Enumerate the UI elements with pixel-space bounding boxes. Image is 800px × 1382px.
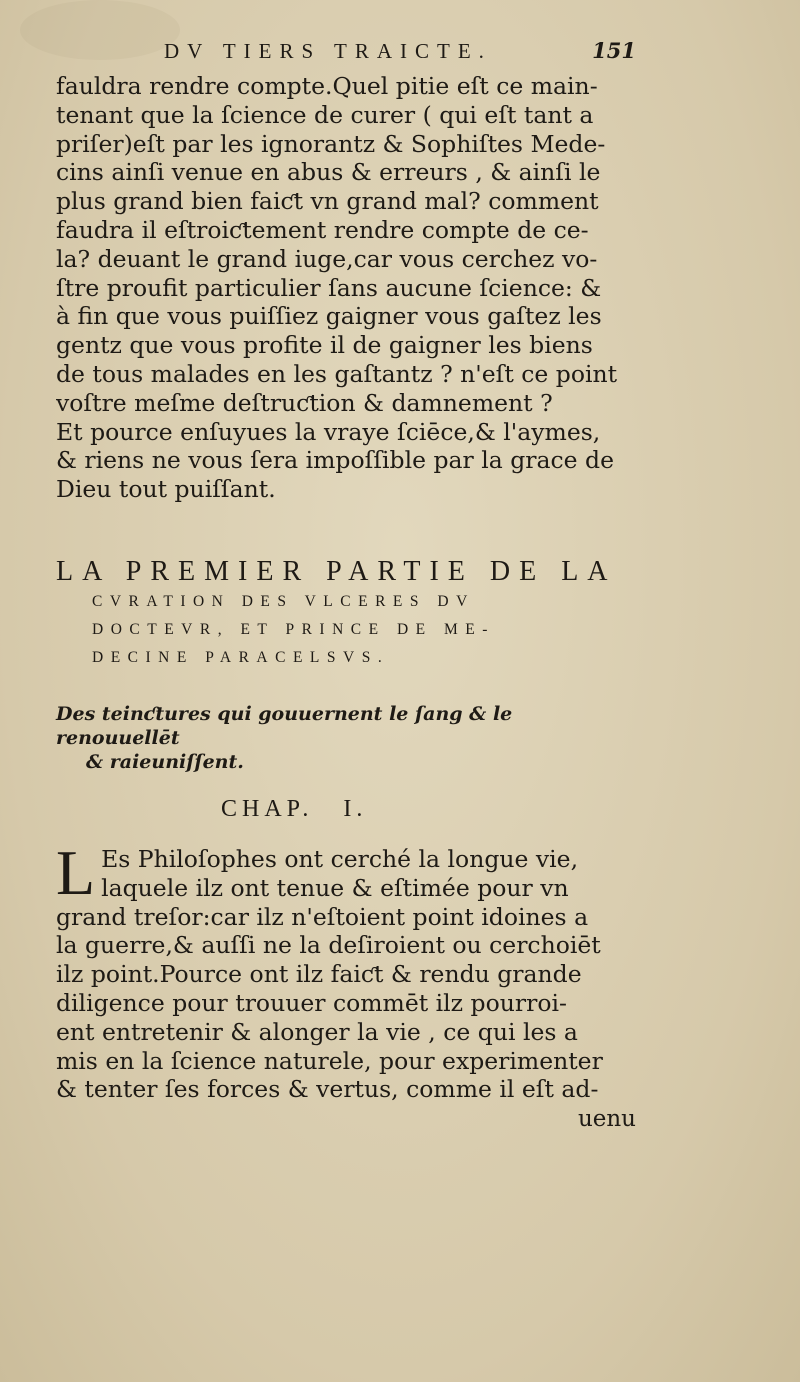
text-line: ilz point.Pource ont ilz faiƈt & rendu grande	[56, 960, 582, 989]
running-title: DV TIERS TRAICTE.	[164, 39, 492, 63]
section-gap	[56, 504, 636, 548]
text-line: tenant que la ſcience de curer ( qui eſt tant a	[56, 100, 594, 129]
drop-capital: L	[56, 836, 96, 908]
text-line: à fin que vous puiſſiez gaigner vous gaſtez les	[56, 302, 602, 331]
chapter-subtitle	[56, 702, 636, 774]
section-heading	[56, 556, 636, 672]
text-line: laquele ilz ont tenue & eſtimée pour vn	[101, 873, 569, 902]
text-line: priſer)eſt par les ignorantz & Sophiſtes Mede-	[56, 129, 606, 158]
heading-line: DOCTEVR, ET PRINCE DE ME-	[92, 620, 495, 638]
text-line: ſtre proufit particulier ſans aucune ſcience: &	[56, 273, 602, 302]
heading-line: CVRATION DES VLCERES DV	[92, 592, 475, 610]
text-line: de tous malades en les gaſtantz ? n'eſt ce point	[56, 359, 618, 388]
chapter-number: I.	[343, 795, 368, 822]
text-line: Dieu tout puiſſant.	[56, 475, 276, 504]
text-line: & riens ne vous ſera impoſſible par la grace de	[56, 446, 614, 475]
book-page	[56, 38, 636, 1132]
text-line: cins ainſi venue en abus & erreurs , & ainſi le	[56, 158, 601, 187]
text-line: faudra il eſtroiƈtement rendre compte de ce-	[56, 215, 589, 244]
paragraph-2	[56, 836, 636, 1104]
catchword: uenu	[577, 1106, 636, 1133]
text-line: fauldra rendre compte.Quel pitie eſt ce main-	[56, 72, 598, 100]
running-header	[56, 38, 636, 72]
text-line: plus grand bien faiƈt vn grand mal? comment	[56, 187, 599, 216]
heading-line: DECINE PARACELSVS.	[92, 648, 390, 666]
heading-line: LA PREMIER PARTIE DE LA	[56, 555, 617, 587]
chapter-word: CHAP.	[221, 795, 314, 822]
text-line: & tenter ſes forces & vertus, comme il eſt ad-	[56, 1075, 599, 1104]
text-line: Es Philoſophes ont cerché la longue vie,	[101, 844, 579, 873]
text-line: ent entretenir & alonger la vie , ce qui les a	[56, 1017, 578, 1046]
text-line: diligence pour trouuer commēt ilz pourroi-	[56, 988, 567, 1017]
text-line: grand treſor:car ilz n'eſtoient point idoines a	[56, 902, 589, 931]
text-line: Et pource enſuyues la vraye ſciēce,& l'aymes,	[56, 417, 601, 446]
text-line: gentz que vous profite il de gaigner les biens	[56, 331, 593, 360]
chapter-label	[221, 796, 636, 823]
text-line: mis en la ſcience naturele, pour experimenter	[56, 1046, 603, 1075]
text-line: la guerre,& auſſi ne la deſiroient ou cerchoiēt	[56, 931, 601, 960]
subtitle-line: Des teinƈtures qui gouuernent le ſang & le renouuellēt	[56, 702, 513, 749]
text-line: la? deuant le grand iuge,car vous cerchez vo-	[56, 244, 598, 273]
paragraph-1	[56, 72, 636, 504]
page-number: 151	[592, 38, 636, 63]
subtitle-line: & raieuniſſent.	[86, 750, 244, 773]
text-line: voſtre meſme deſtruƈtion & damnement ?	[56, 388, 553, 417]
